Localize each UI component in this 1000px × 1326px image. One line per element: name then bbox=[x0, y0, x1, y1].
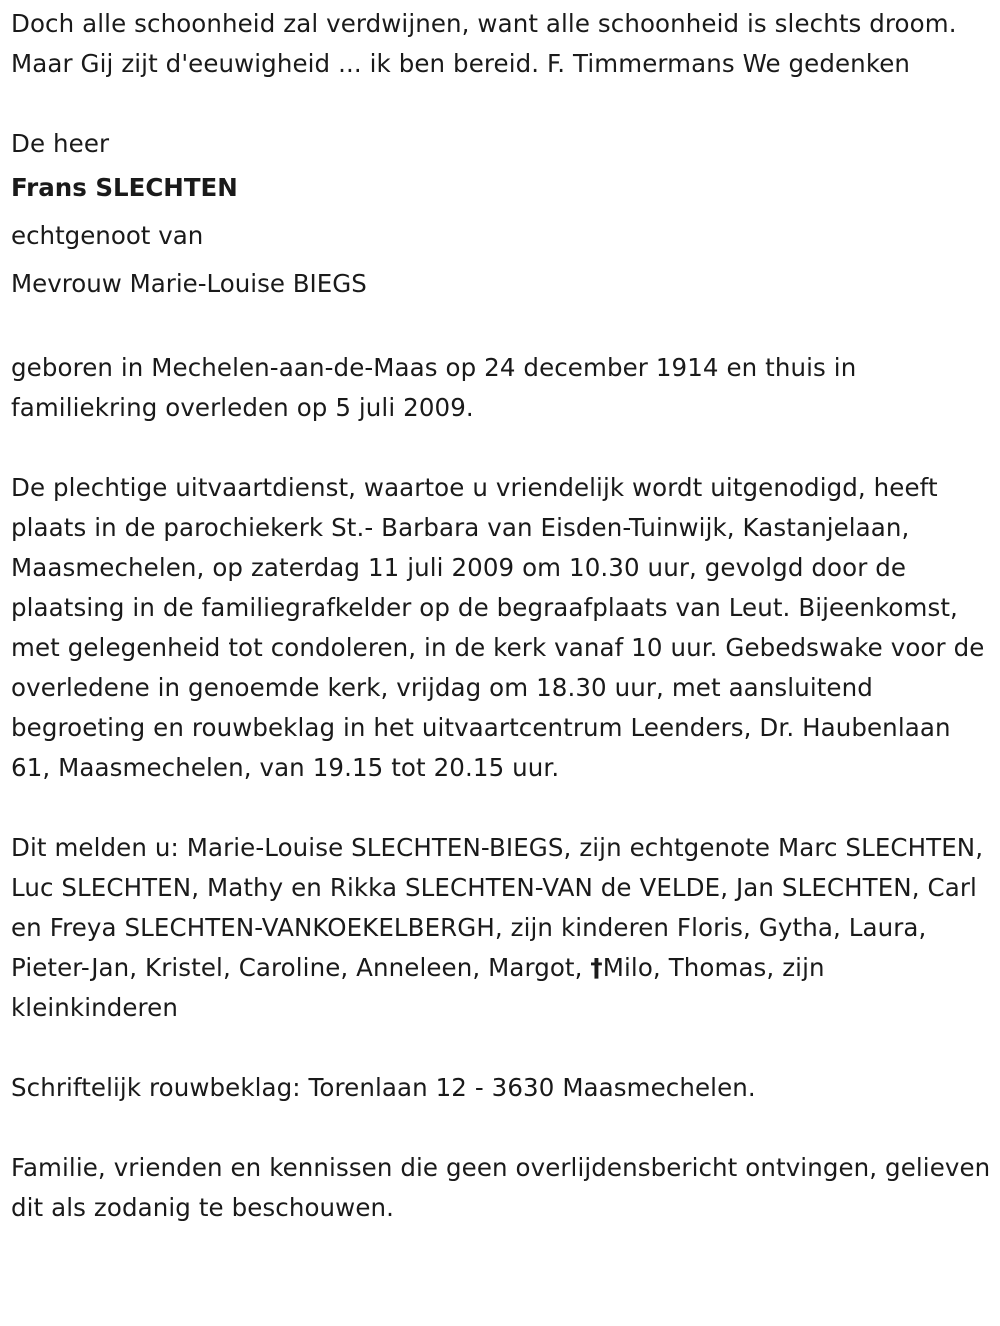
spacer bbox=[11, 788, 991, 828]
birth-death-text: geboren in Mechelen-aan-de-Maas op 24 december 1914 en thuis in familiekring overleden op 5 juli 2009. bbox=[11, 353, 857, 422]
deceased-name: Frans SLECHTEN bbox=[11, 173, 238, 202]
relation-text: echtgenoot van bbox=[11, 221, 204, 250]
salutation: De heer bbox=[11, 129, 110, 158]
closing-text: Familie, vrienden en kennissen die geen overlijdensbericht ontvingen, gelieven dit als zodanig te beschouwen. bbox=[11, 1153, 991, 1222]
family-text-before: Dit melden u: Marie-Louise SLECHTEN-BIEGS, zijn echtgenote Marc SLECHTEN, Luc SLECHTEN, Mathy en Rikka SLECHTEN-VAN de VELDE, Jan SLECHTEN, Carl en Freya SLECHTEN-VANKOEKELBERGH, zijn kinderen Floris, Gytha, Laura, Pieter-Jan, Kristel, Caroline, Anneleen, Margot, bbox=[11, 833, 984, 982]
family-announcement bbox=[11, 828, 991, 1028]
spacer bbox=[11, 308, 991, 348]
spacer bbox=[11, 84, 991, 124]
spacer bbox=[11, 1028, 991, 1068]
condolence-address: Schriftelijk rouwbeklag: Torenlaan 12 - 3630 Maasmechelen. bbox=[11, 1073, 756, 1102]
quote-text: Doch alle schoonheid zal verdwijnen, want alle schoonheid is slechts droom. Maar Gij zijt d'eeuwigheid ... ik ben bereid. F. Timmermans We gedenken bbox=[11, 9, 957, 78]
cross-icon: † bbox=[590, 953, 603, 982]
spacer bbox=[11, 428, 991, 468]
obituary-notice bbox=[11, 4, 991, 1228]
ceremony-text: De plechtige uitvaartdienst, waartoe u vriendelijk wordt uitgenodigd, heeft plaats in de parochiekerk St.- Barbara van Eisden-Tuinwijk, Kastanjelaan, Maasmechelen, op zaterdag 11 juli 2009 om 10.30 uur, gevolgd door de plaatsing in de familiegrafkelder op de begraafplaats van Leut. Bijeenkomst, met gelegenheid tot condoleren, in de kerk vanaf 10 uur. Gebedswake voor de overledene in genoemde kerk, vrijdag om 18.30 uur, met aansluitend begroeting en rouwbeklag in het uitvaartcentrum Leenders, Dr. Haubenlaan 61, Maasmechelen, van 19.15 tot 20.15 uur. bbox=[11, 473, 985, 782]
spouse-name: Mevrouw Marie-Louise BIEGS bbox=[11, 269, 367, 298]
spacer bbox=[11, 1108, 991, 1148]
family-text-after: Milo, Thomas, zijn kleinkinderen bbox=[11, 953, 825, 1022]
